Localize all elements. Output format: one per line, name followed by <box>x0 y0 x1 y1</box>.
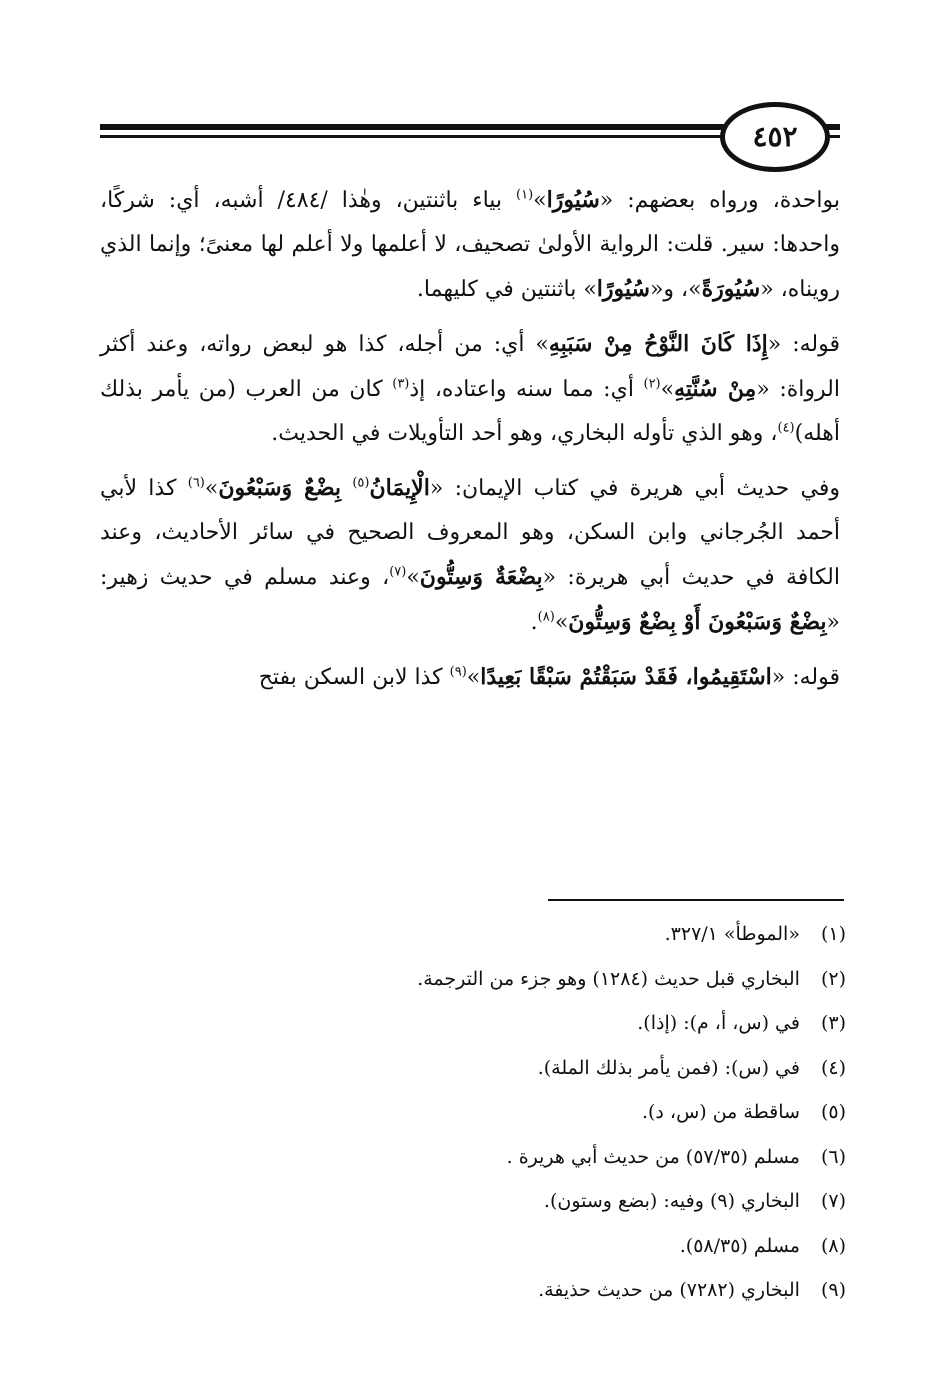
quoted-hadith-text: الْإِيمَانُ <box>369 475 430 501</box>
footnote-item <box>100 912 846 957</box>
quoted-hadith-text: سُيُورَةً <box>701 276 761 302</box>
footnote-number: (٧) <box>820 1190 846 1212</box>
page-header <box>100 100 840 170</box>
footnote-number: (٩) <box>820 1279 846 1301</box>
quoted-hadith-text: سُيُورًا <box>546 187 600 213</box>
footnote-number: (٢) <box>820 967 846 990</box>
footnote-marker: (٧) <box>389 564 407 580</box>
footnote-text: البخاري (٩) وفيه: (بضع وستون). <box>543 1190 806 1212</box>
quoted-hadith-text: مِنْ سُنَّتِهِ <box>674 376 757 402</box>
footnote-separator <box>548 899 844 901</box>
body-paragraph <box>100 655 840 700</box>
footnote-marker: (٥) <box>352 475 370 491</box>
body-text-run: كان من العرب (من يأمر بذلك أهله) <box>100 377 840 446</box>
quoted-hadith-text: بِضْعَةٌ وَسِتُّونَ <box>419 564 543 590</box>
quoted-hadith-text: بِضْعٌ وَسَبْعُونَ <box>218 475 342 501</box>
footnote-number: (٤) <box>820 1056 846 1079</box>
body-paragraph <box>100 178 840 312</box>
footnote-marker: (١) <box>516 187 534 203</box>
body-text-run <box>341 476 352 501</box>
footnote-number: (٨) <box>820 1234 846 1257</box>
quoted-hadith-text: بِضْعٌ وَسَبْعُونَ أَوْ بِضْعٌ وَسِتُّونَ <box>568 609 827 635</box>
footnote-item <box>100 1001 846 1046</box>
footnotes <box>100 912 846 1313</box>
page-number-badge: ٤٥٢ <box>720 102 830 172</box>
body-text-run: » <box>533 188 547 213</box>
footnote-text: ساقطة من (س، د). <box>641 1101 806 1123</box>
body-text-run: ، وهو الذي تأوله البخاري، وهو أحد التأويلات في الحديث. <box>271 421 778 446</box>
footnote-marker: (٤) <box>777 420 795 436</box>
main-text <box>100 178 840 710</box>
footnote-item <box>100 1046 846 1091</box>
body-text-run: » باثنتين في كليهما. <box>416 277 597 302</box>
footnote-item <box>100 1224 846 1269</box>
body-text-run: بياء باثنتين، وهٰذا /٤٨٤/ أشبه، أي: شركًا، واحدها: سير. قلت: الرواية الأولىٰ تصحيف، لا أعلمها ولا أعلم لها معنىً؛ وإنما الذي رويناه، « <box>100 188 840 302</box>
body-text-run: قوله: « <box>767 332 840 357</box>
quoted-hadith-text: اسْتَقِيمُوا، فَقَدْ سَبَقْتُمْ سَبْقًا بَعِيدًا <box>480 664 772 690</box>
footnote-text: مسلم (٥٧/٣٥) من حديث أبي هريرة . <box>506 1145 806 1168</box>
body-text-run: » <box>406 565 420 590</box>
footnote-number: (٥) <box>820 1101 846 1123</box>
footnote-marker: (٣) <box>392 376 410 392</box>
body-paragraph <box>100 466 840 645</box>
footnote-item <box>100 1090 846 1135</box>
body-text-run: وفي حديث أبي هريرة في كتاب الإيمان: « <box>429 476 840 501</box>
body-text-run: كذا لأبي أحمد الجُرجاني وابن السكن، وهو المعروف الصحيح في سائر الأحاديث، وعند الكافة في حديث أبي هريرة: « <box>100 476 840 590</box>
footnote-text: في (س): (فمن يأمر بذلك الملة). <box>537 1056 806 1079</box>
body-text-run: »، و« <box>649 277 702 302</box>
body-text-run: » <box>554 610 569 635</box>
footnote-marker: (٩) <box>449 664 467 680</box>
footnote-marker: (٢) <box>643 376 661 392</box>
footnote-text: مسلم (٥٨/٣٥). <box>679 1234 806 1257</box>
footnote-number: (١) <box>820 923 846 945</box>
footnote-marker: (٨) <box>537 609 555 625</box>
footnote-item <box>100 1268 846 1313</box>
body-text-run: بواحدة، ورواه بعضهم: « <box>599 188 840 213</box>
footnote-text: البخاري قبل حديث (١٢٨٤) وهو جزء من الترجمة. <box>417 967 806 990</box>
quoted-hadith-text: سُيُورًا <box>596 276 650 302</box>
footnote-text: البخاري (٧٢٨٢) من حديث حذيفة. <box>538 1279 806 1301</box>
body-text-run: قوله: « <box>771 665 840 690</box>
body-text-run: . <box>530 610 538 635</box>
footnote-text: في (س، أ، م): (إذا). <box>637 1012 806 1034</box>
quoted-hadith-text: إِذَا كَانَ النَّوْحُ مِنْ سَبَبِهِ <box>548 331 768 357</box>
body-text-run: » <box>204 476 219 501</box>
body-text-run: » <box>466 665 481 690</box>
footnote-number: (٣) <box>820 1012 846 1034</box>
body-text-run: أي: مما سنه واعتاده، إذ <box>409 377 644 402</box>
footnote-marker: (٦) <box>187 475 205 491</box>
footnote-text: «الموطأ» ٣٢٧/١. <box>664 923 806 945</box>
body-paragraph <box>100 322 840 456</box>
footnote-number: (٦) <box>820 1145 846 1168</box>
footnote-item <box>100 1135 846 1180</box>
body-text-run: » أي: من أجله، كذا هو لبعض رواته، وعند أكثر الرواة: « <box>100 332 840 402</box>
body-text-run: ، وعند مسلم في حديث زهير: « <box>100 565 840 635</box>
body-text-run: كذا لابن السكن بفتح <box>258 665 450 690</box>
body-text-run: » <box>660 377 675 402</box>
footnote-item <box>100 957 846 1002</box>
footnote-item <box>100 1179 846 1224</box>
